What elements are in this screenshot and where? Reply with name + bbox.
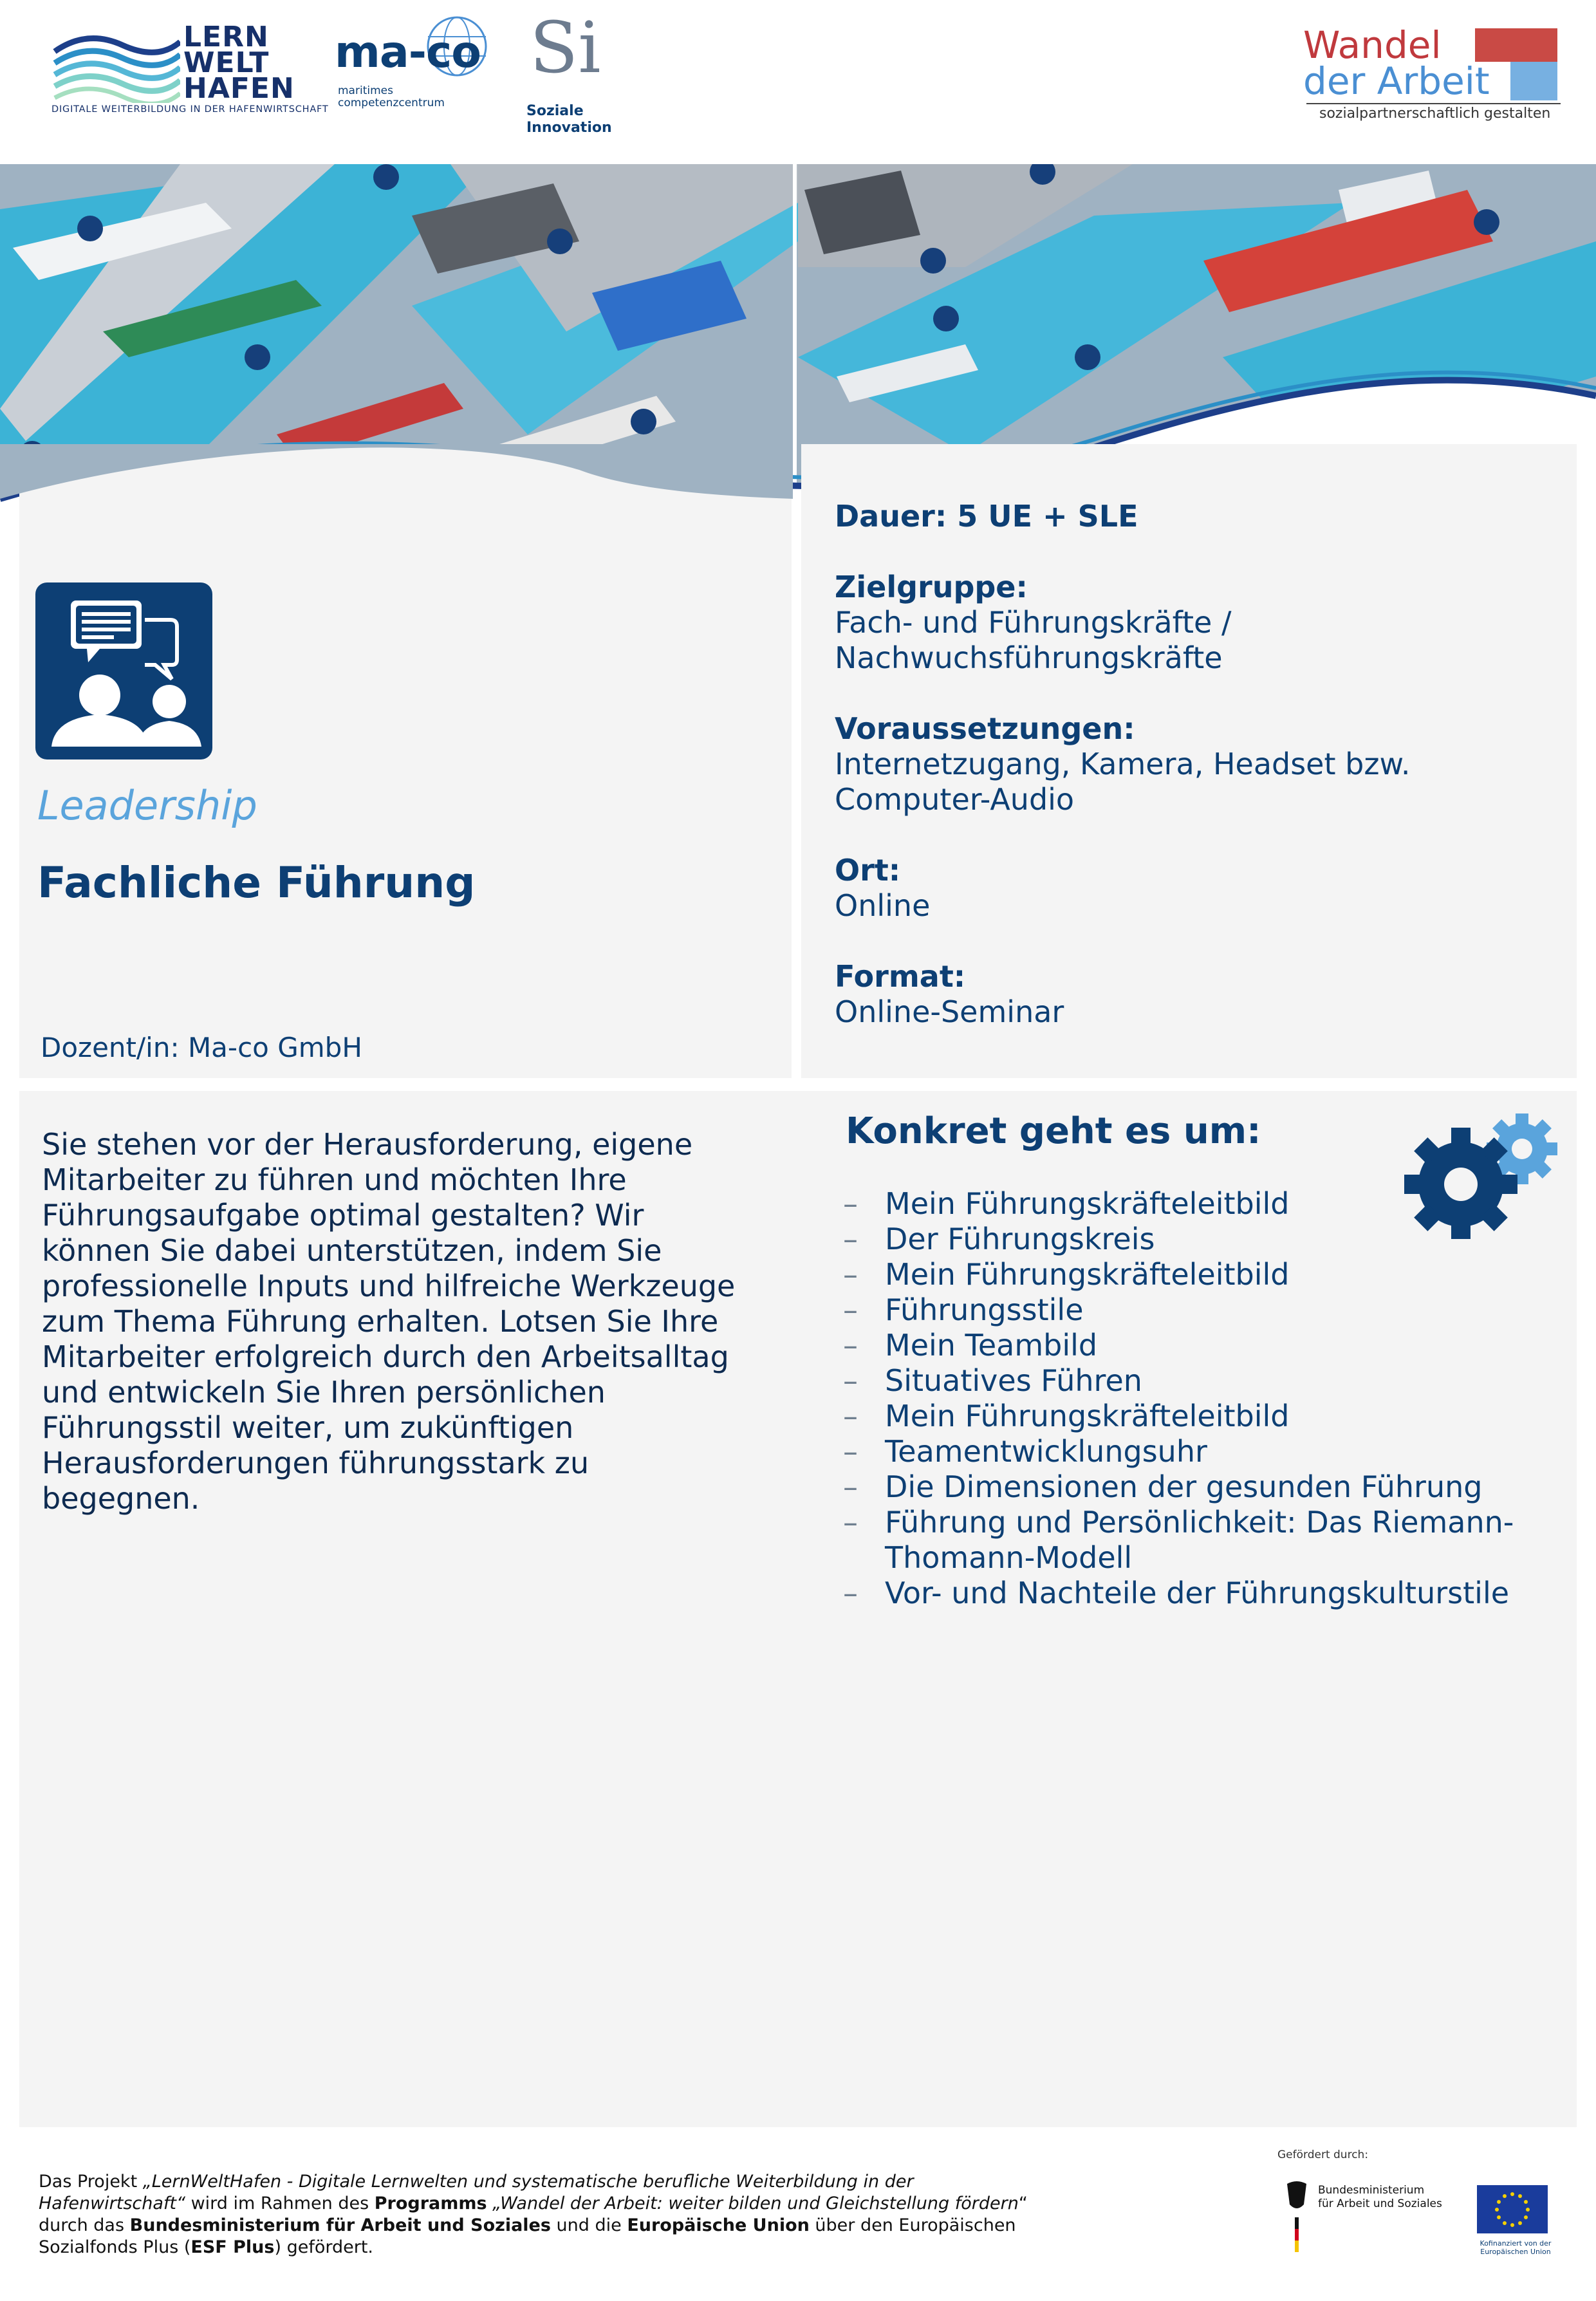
konkret-heading: Konkret geht es um: (846, 1110, 1261, 1152)
zielgruppe-line: Fach- und Führungskräfte / (835, 605, 1232, 640)
intro-line: Herausforderungen führungsstark zu (42, 1446, 589, 1480)
list-item: – Führungsstile (843, 1292, 1084, 1327)
list-item: – Der Führungskreis (843, 1222, 1155, 1256)
voraussetzungen-line: Computer-Audio (835, 782, 1075, 817)
zielgruppe-line: Nachwuchsführungskräfte (835, 640, 1223, 675)
wandel-der-arbeit-logo (1294, 23, 1564, 126)
intro-line: professionelle Inputs und hilfreiche Werkzeuge (42, 1269, 736, 1303)
intro-line: begegnen. (42, 1481, 200, 1516)
wda-line2: der Arbeit (1303, 59, 1490, 103)
intro-line: Führungsstil weiter, um zukünftigen (42, 1410, 574, 1445)
lernwelthafen-logo (51, 19, 329, 122)
info-ort (835, 853, 1562, 924)
zielgruppe-label: Zielgruppe: (835, 570, 1028, 604)
wave-logo (51, 26, 180, 103)
wda-line1: Wandel (1303, 23, 1442, 67)
maco-wordmark: ma-co (335, 27, 481, 78)
list-item: – Mein Führungskräfteleitbild (843, 1399, 1290, 1433)
eu-logo (1477, 2185, 1552, 2262)
eu-text: Kofinanziert von der Europäischen Union (1480, 2239, 1552, 2256)
info-dauer (835, 499, 1562, 534)
lecturer: Dozent/in: Ma-co GmbH (41, 1032, 362, 1063)
maco-subtitle: maritimes competenzcentrum (338, 84, 445, 109)
voraussetzungen-label: Voraussetzungen: (835, 711, 1135, 746)
bmas-text: Bundesministerium für Arbeit und Soziales (1318, 2184, 1442, 2210)
gefoerdert-label: Gefördert durch: (1277, 2148, 1369, 2161)
wda-blue-block (1510, 62, 1557, 100)
intro-text (42, 1127, 782, 1516)
maco-logo (325, 14, 499, 111)
list-item: – Teamentwicklungsuhr (843, 1434, 1207, 1469)
course-category: Leadership (37, 782, 257, 829)
list-item: – Situatives Führen (843, 1363, 1142, 1398)
intro-line: Mitarbeiter zu führen und möchten Ihre (42, 1162, 627, 1197)
intro-line: Sie stehen vor der Herausforderung, eigene (42, 1127, 693, 1162)
list-item: – Vor- und Nachteile der Führungskulturstile (843, 1576, 1510, 1610)
info-zielgruppe (835, 570, 1562, 676)
voraussetzungen-line: Internetzugang, Kamera, Headset bzw. (835, 747, 1411, 781)
intro-line: Mitarbeiter erfolgreich durch den Arbeitsalltag (42, 1339, 729, 1374)
lwh-title: LERN WELT HAFEN (183, 21, 295, 105)
format-value: Online-Seminar (835, 994, 1064, 1029)
ort-label: Ort: (835, 853, 901, 888)
dauer-label: Dauer: 5 UE + SLE (835, 499, 1138, 534)
list-item: – Mein Teambild (843, 1328, 1098, 1363)
info-format (835, 959, 1562, 1030)
topic-list (843, 1186, 1564, 1611)
list-item: – Mein Führungskräfteleitbild (843, 1257, 1290, 1292)
eagle-emblem-icon (1281, 2179, 1313, 2256)
soziale-innovation-logo (526, 6, 629, 136)
intro-line: und entwickeln Sie Ihren persönlichen (42, 1375, 606, 1410)
funding-note: Das Projekt „LernWeltHafen - Digitale Lernwelten und systematische berufliche Weiterbildung in der Hafenwirtschaft“ wird im Rahmen des Programms „Wandel der Arbeit: weiter bilden und Gleichstellung fördern“ durch das Bundesministerium für Arbeit und Soziales und die Europäische Union über den Europäischen Sozialfonds Plus (ESF Plus) gefördert. (39, 2172, 1028, 2257)
wda-red-block (1475, 28, 1557, 62)
wda-subtitle: sozialpartnerschaftlich gestalten (1319, 106, 1551, 122)
course-title: Fachliche Führung (37, 858, 476, 908)
ort-value: Online (835, 888, 931, 923)
format-label: Format: (835, 959, 966, 994)
list-item: – Mein Führungskräfteleitbild (843, 1186, 1290, 1221)
intro-line: zum Thema Führung erhalten. Lotsen Sie Ihre (42, 1304, 719, 1339)
si-subtitle: Soziale Innovation (526, 103, 612, 136)
course-info (835, 499, 1562, 1065)
bmas-logo (1281, 2179, 1448, 2256)
intro-line: Führungsaufgabe optimal gestalten? Wir (42, 1198, 644, 1233)
intro-line: können Sie dabei unterstützen, indem Sie (42, 1233, 662, 1268)
eu-flag-icon (1477, 2185, 1548, 2233)
info-voraussetzungen (835, 711, 1562, 817)
list-item: – Führung und Persönlichkeit: Das Riemann- Thomann-Modell (843, 1505, 1514, 1575)
list-item: – Die Dimensionen der gesunden Führung (843, 1469, 1483, 1504)
speech-bubble-people-icon (35, 582, 212, 759)
si-mark: Si (530, 6, 601, 89)
lwh-subtitle: DIGITALE WEITERBILDUNG IN DER HAFENWIRTSCHAFT (51, 104, 329, 115)
wda-divider (1306, 103, 1561, 104)
